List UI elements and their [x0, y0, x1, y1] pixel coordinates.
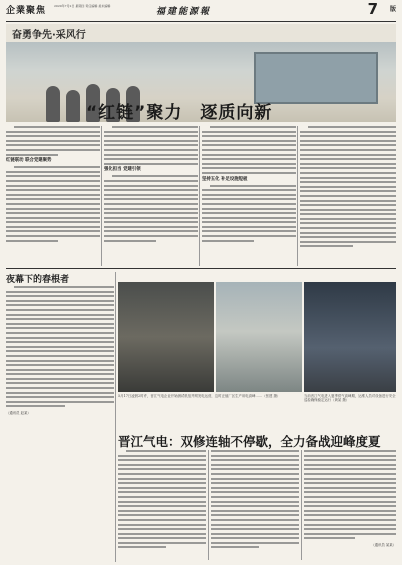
section-rule	[6, 268, 396, 269]
article-column	[118, 450, 206, 562]
banner-title: 奋勇争先·采风行	[12, 30, 86, 41]
article-subhead: 强化担当 党建引领	[104, 167, 141, 173]
section-name: 企業聚焦	[6, 6, 47, 16]
column-rule	[199, 126, 200, 266]
page-number: 7	[367, 0, 378, 18]
article-column	[202, 126, 296, 266]
photo-caption: 5月17日凌晨2时许，晋江气电企业开始测试机组并网发电运营，这时正值厂区生产用电高峰……（张建 摄）	[118, 394, 281, 398]
photo-night-site	[304, 282, 396, 392]
article-column	[304, 450, 396, 562]
person-figure	[66, 90, 80, 122]
page-label: 版	[389, 6, 396, 13]
article-subhead: 红链联动 联合党建聚势	[6, 158, 52, 164]
column-rule	[115, 272, 116, 562]
article-subhead: 坚持五化 补足设施短板	[202, 176, 248, 182]
section-banner	[6, 24, 396, 42]
lead-headline: “红链”聚力 逐质向新	[86, 103, 273, 123]
bottom-byline: （通讯员 某某）	[371, 542, 396, 547]
screen-graphic	[254, 52, 378, 104]
column-rule	[301, 450, 302, 560]
column-rule	[297, 126, 298, 266]
column-rule	[208, 450, 209, 560]
section2-byline: （通讯员 赵某）	[6, 411, 31, 416]
section2-headline: 夜幕下的春根者	[6, 275, 70, 285]
photo-night-work	[118, 282, 214, 392]
photo-caption: 当前晋江气电进入夏季供气高峰期，运维人员对设备进行安全巡检确保稳定运行（黄某 摄）	[304, 394, 396, 403]
column-rule	[101, 126, 102, 266]
article-column	[6, 126, 100, 266]
article-column	[104, 126, 198, 266]
masthead	[6, 2, 396, 22]
article-column	[211, 450, 299, 562]
photo-plant	[216, 282, 302, 392]
paper-name: 福建能源報	[156, 7, 212, 17]
person-figure	[46, 86, 60, 122]
masthead-rule	[6, 21, 396, 22]
issue-date: 2020年7月2日 星期四 责任编辑 美术编辑	[54, 4, 111, 8]
article-column	[300, 126, 396, 266]
article-column	[6, 286, 114, 426]
bottom-headline: 晋江气电：双修连轴不停歇，全力备战迎峰度夏	[118, 434, 381, 449]
